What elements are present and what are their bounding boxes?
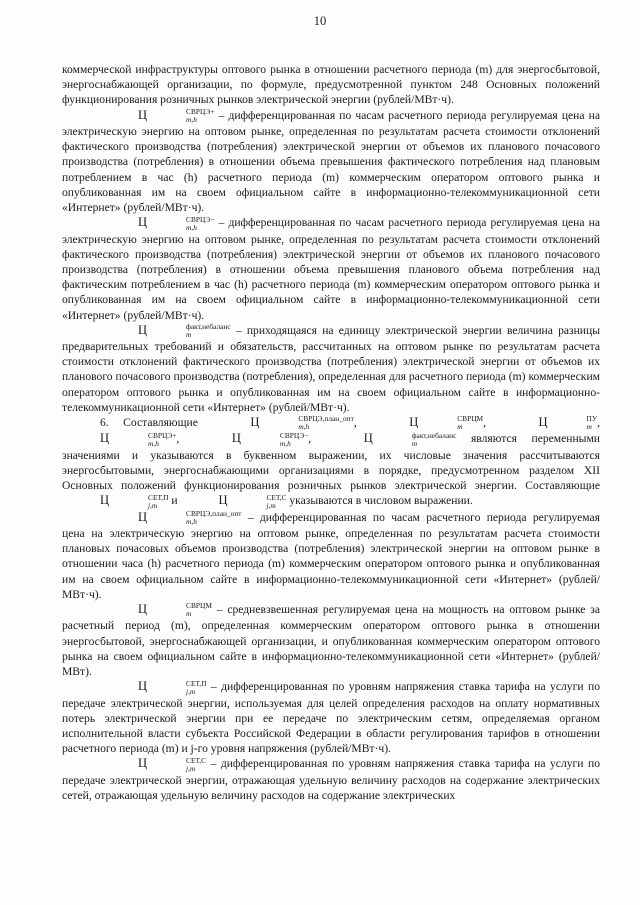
paragraph-item-6: 6. Составляющие Ц СВРЦЭ,план_опт m,h , Ц СВРЦМ m , Ц ПУ m , Ц СВРЦЭ+ m,h , Ц СВРЦЭ− m,h , Ц факт,небаланс m являются переменными значениями и указываются в буквенном выражении, их числовые значения рассчитываются энергосбытовыми, энергоснабжающими организациями в порядке, предусмотренном разделом XII Основных положений функционирования розничных рынков электрической энергии. Составляющие Ц СЕТ,П j,m и Ц СЕТ,С j,m указываются в числовом выражении. [62,414,601,510]
symbol-c-svrce-plan: Ц СВРЦЭ,план_опт m,h [250,414,354,432]
symbol-c-set-s-inline: Ц СЕТ,С j,m [218,492,287,510]
symbol-c-set-p: Ц СЕТ,П j,m [138,678,207,696]
page-number: 10 [313,14,327,28]
definition-text: – дифференцированная по часам расчетного периода регулируемая цена на электрическую энергию на оптовом рынке, определенная по результатам расчета стоимости отклонений фактического производства (потребления) электрической энергии от объемов их планового почасового производства (потребления) в отношении объема превышения планового объема потребления над фактическим потреблением в час (h) расчетного периода (m) коммерческим оператором оптового рынка и опубликованная им на своем официальном сайте в информационно-телекоммуникационной сети «Интернет» (рублей/МВт·ч). [62,216,600,322]
symbol-c-set-p-inline: Ц СЕТ,П j,m [100,492,169,510]
symbol-c-set-s: Ц СЕТ,С j,m [138,755,207,773]
definition-text: – дифференцированная по уровням напряжения ставка тарифа на услуги по передаче электрической энергии, используемая для целей определения расходов на оплату нормативных потерь электрической энергии при ее передаче по электрическим сетям, определяемая органом исполнительной власти субъекта Российской Федерации в области регулирования тарифов в отношении расчетного периода (m) и j-го уровня напряжения (рублей/МВт·ч). [62,680,600,756]
paragraph-set-p [62,679,600,756]
paragraph-price-svrce-minus [62,215,600,323]
definition-text: – средневзвешенная регулируемая цена на мощность на оптовом рынке за расчетный период (m), определенная коммерческим оператором оптового рынка в отношении энергосбытовой, энергоснабжающей организации, и опубликованная коммерческим оператором оптового рынка на своем официальном сайте в информационно-телекоммуникационной сети «Интернет» (рублей/МВт). [62,603,600,679]
symbol-c-svrcm: Ц СВРЦМ m [409,414,484,432]
definition-text: – дифференцированная по часам расчетного периода регулируемая цена на электрическую энергию на оптовом рынке, определенная по результатам расчета стоимости отклонений фактического производства (потребления) электрической энергии от объемов их планового почасового производства (потребления) в отношении объема превышения фактического потребления над плановым потреблением в час (h) расчетного периода (m) коммерческим оператором оптового рынка и опубликованная им на своем официальном сайте в информационно-телекоммуникационной сети «Интернет» (рублей/МВт·ч). [62,108,600,214]
definition-text: – дифференцированная по часам расчетного периода регулируемая цена на электрическую энергию на оптовом рынке, определенная по результатам расчета стоимости плановых почасовых объемов производства (потребления) электрической энергии на оптовом рынке в отношении часа (h) расчетного периода (m) коммерческим оператором оптового рынка и опубликованная им на своем официальном сайте в информационно-телекоммуникационной сети «Интернет» (рублей/МВт·ч). [62,510,600,601]
symbol-c-svrce-plus-inline: Ц СВРЦЭ+ m,h [100,430,177,448]
paragraph-price-svrce-plus [62,108,600,216]
symbol-c-svrce-plus: Ц СВРЦЭ+ m,h [138,106,215,124]
symbol-c-svrce-minus: Ц СВРЦЭ− m,h [138,214,215,232]
paragraph-fact-imbalance [62,323,600,415]
symbol-c-svrce-plan-opt: Ц СВРЦЭ,план_опт m,h [138,509,242,527]
symbol-c-svrce-minus-inline: Ц СВРЦЭ− m,h [231,430,309,448]
definition-text: – приходящаяся на единицу электрической энергии величина разницы предварительных требований и обязательств, рассчитанных на оптовом рынке по результатам расчета стоимости отклонений фактического производства (потребления) электрической энергии от объемов их планового почасового производства (потребления), определенная для расчетного периода (m) коммерческим оператором оптового рынка и опубликованная им на своем официальном сайте в информационно-телекоммуникационной сети «Интернет» (рублей/МВт·ч). [62,323,600,414]
paragraph-svrcm [62,602,600,679]
document-body [62,62,600,803]
item-6-tail: указываются в числовом выражении. [286,494,473,508]
paragraph-intro-continuation: коммерческой инфраструктуры оптового рынка в отношении расчетного периода (m) для энергосбытовой, энергоснабжающей организации, по формуле, предусмотренной пунктом 248 Основных положений функционирования розничных рынков электрической энергии (рублей/МВт·ч). [62,63,600,107]
definition-text: – дифференцированная по уровням напряжения ставка тарифа на услуги по передаче электрической энергии, отражающая удельную величину расходов на содержание электрических сетей, отражающая удельную величину расходов на содержание электрических [62,757,600,802]
item-6-lead: 6. Составляющие [100,416,213,430]
symbol-c-svrcm-def: Ц СВРЦМ m [138,601,212,619]
symbol-c-fact-imbalance: Ц факт,небаланс m [138,322,231,340]
symbol-c-pu: Ц ПУ m [538,414,598,432]
item-6-body: являются переменными значениями и указываются в буквенном выражении, их числовые значения рассчитываются энергосбытовыми, энергоснабжающими организациями в порядке, предусмотренном разделом XII Основных положений функционирования розничных рынков электрической энергии. Составляющие [62,432,601,493]
paragraph-set-s [62,756,600,803]
paragraph-svrce-plan-opt [62,510,600,602]
symbol-c-fact-imbalance-inline: Ц факт,небаланс m [363,430,457,448]
